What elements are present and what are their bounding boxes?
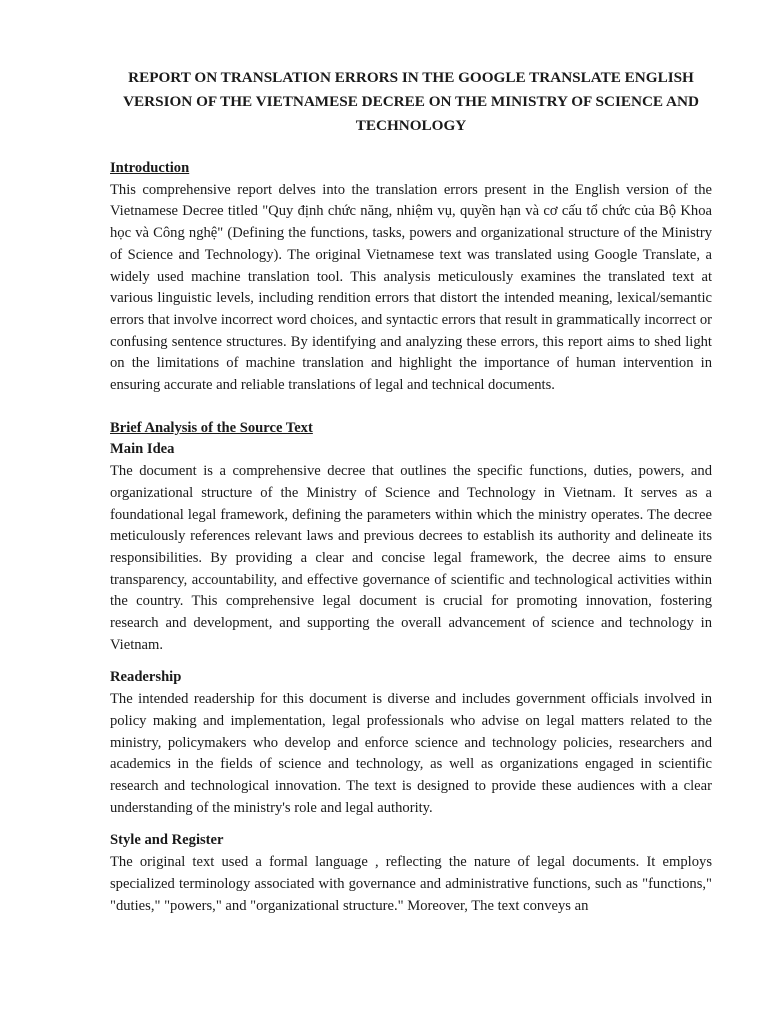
section-spacer <box>110 397 712 418</box>
section-spacer <box>110 819 712 830</box>
main-idea-paragraph: The document is a comprehensive decree that outlines the specific functions, duties, powers, and organizational structure of the Ministry of Science and Technology in Vietnam. It serves as a foundational legal framework, defining the parameters within which the ministry operates. The decree meticulously references relevant laws and previous decrees to establish its authority and delineate its responsibilities. By providing a clear and concise legal framework, the decree aims to ensure transparency, accountability, and effective governance of scientific and technological activities within the country. This comprehensive legal document is crucial for promoting innovation, fostering research and development, and supporting the overall advancement of science and technology in Vietnam. <box>110 463 712 653</box>
introduction-heading: Introduction <box>110 160 190 176</box>
main-idea-heading: Main Idea <box>110 441 175 458</box>
style-register-heading: Style and Register <box>110 832 224 849</box>
document-title: REPORT ON TRANSLATION ERRORS IN THE GOOGLE TRANSLATE ENGLISH VERSION OF THE VIETNAMESE DECREE ON THE MINISTRY OF SCIENCE AND TECHNOLOGY <box>123 69 699 134</box>
document-page <box>110 66 712 917</box>
readership-paragraph: The intended readership for this document is diverse and includes government officials involved in policy making and implementation, legal professionals who advise on legal matters related to the ministry, policymakers who develop and enforce science and technology policies, researchers and academics in the fields of science and technology, as well as organizations engaged in scientific research and technological innovation. The text is designed to provide these audiences with a clear understanding of the ministry's role and legal authority. <box>110 691 712 816</box>
readership-heading: Readership <box>110 669 182 686</box>
style-register-paragraph: The original text used a formal language , reflecting the nature of legal documents. It employs specialized terminology associated with governance and administrative functions, such as "functions," "duties," "powers," and "organizational structure." Moreover, The text conveys an <box>110 854 712 914</box>
introduction-paragraph: This comprehensive report delves into the translation errors present in the English version of the Vietnamese Decree titled "Quy định chức năng, nhiệm vụ, quyền hạn và cơ cấu tổ chức của Bộ Khoa học và Công nghệ" (Defining the functions, tasks, powers and organizational structure of the Ministry of Science and Technology). The original Vietnamese text was translated using Google Translate, a widely used machine translation tool. This analysis meticulously examines the translated text at various linguistic levels, including rendition errors that distort the intended meaning, lexical/semantic errors that involve incorrect word choices, and syntactic errors that result in grammatically incorrect or confusing sentence structures. By identifying and analyzing these errors, this report aims to shed light on the limitations of machine translation and highlight the importance of human intervention in ensuring accurate and reliable translations of legal and technical documents. <box>110 181 712 394</box>
section-spacer <box>110 656 712 667</box>
analysis-heading: Brief Analysis of the Source Text <box>110 419 313 436</box>
